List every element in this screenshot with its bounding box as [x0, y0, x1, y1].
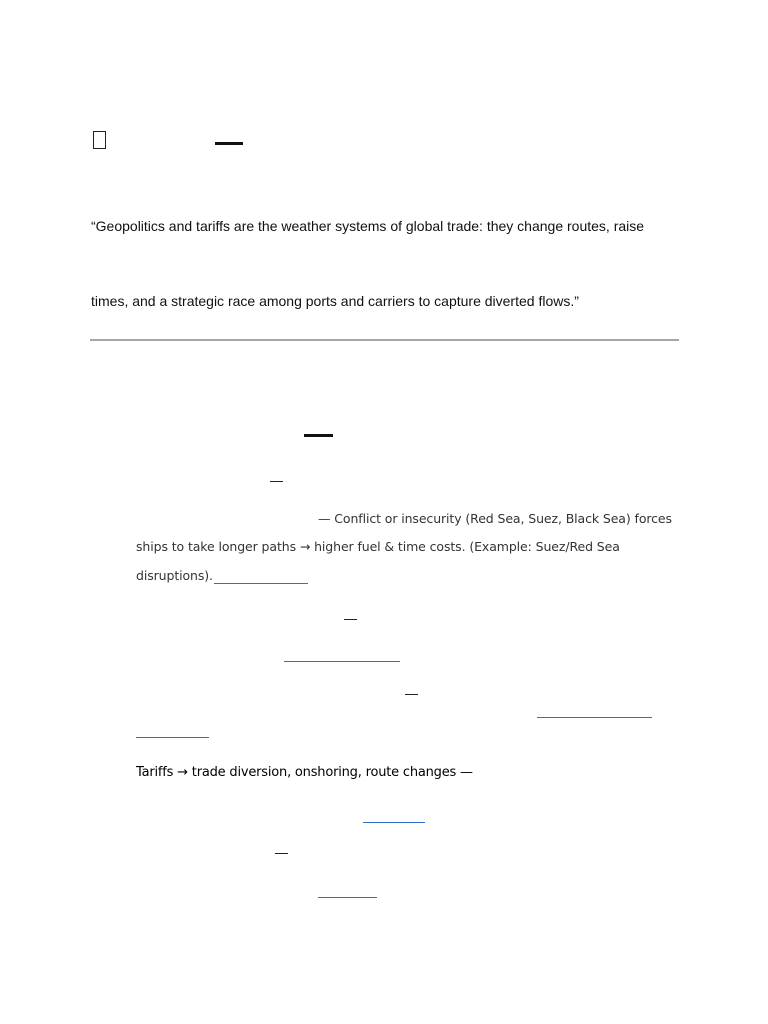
- item-3-dash: [405, 694, 418, 695]
- item-2-link[interactable]: [284, 661, 400, 662]
- item-3-link-part-1[interactable]: [537, 717, 652, 718]
- quote-line-2: times, and a strategic race among ports and carriers to capture diverted flows.”: [91, 293, 579, 309]
- item-4-heading: Tariffs → trade diversion, onshoring, route changes —: [136, 765, 473, 780]
- horizontal-divider: [90, 339, 679, 341]
- item-5-dash: [275, 853, 288, 854]
- item-1-dash: [270, 481, 283, 482]
- item-5-link[interactable]: [318, 897, 377, 898]
- item-1-link[interactable]: [214, 583, 308, 584]
- item-3-link-part-2[interactable]: [136, 737, 209, 738]
- item-1-text-line-1: — Conflict or insecurity (Red Sea, Suez, Black Sea) forces: [318, 511, 672, 526]
- item-1-text-line-2: ships to take longer paths → higher fuel & time costs. (Example: Suez/Red Sea: [136, 539, 620, 554]
- item-2-dash: [344, 619, 357, 620]
- item-1-text-line-3: disruptions).: [136, 568, 213, 583]
- quote-line-1: “Geopolitics and tariffs are the weather systems of global trade: they change routes, raise: [91, 218, 645, 234]
- missing-glyph-icon: [93, 131, 106, 149]
- section-heading-dash: [304, 434, 333, 437]
- title-dash: [215, 142, 243, 145]
- item-4-link[interactable]: [363, 822, 425, 823]
